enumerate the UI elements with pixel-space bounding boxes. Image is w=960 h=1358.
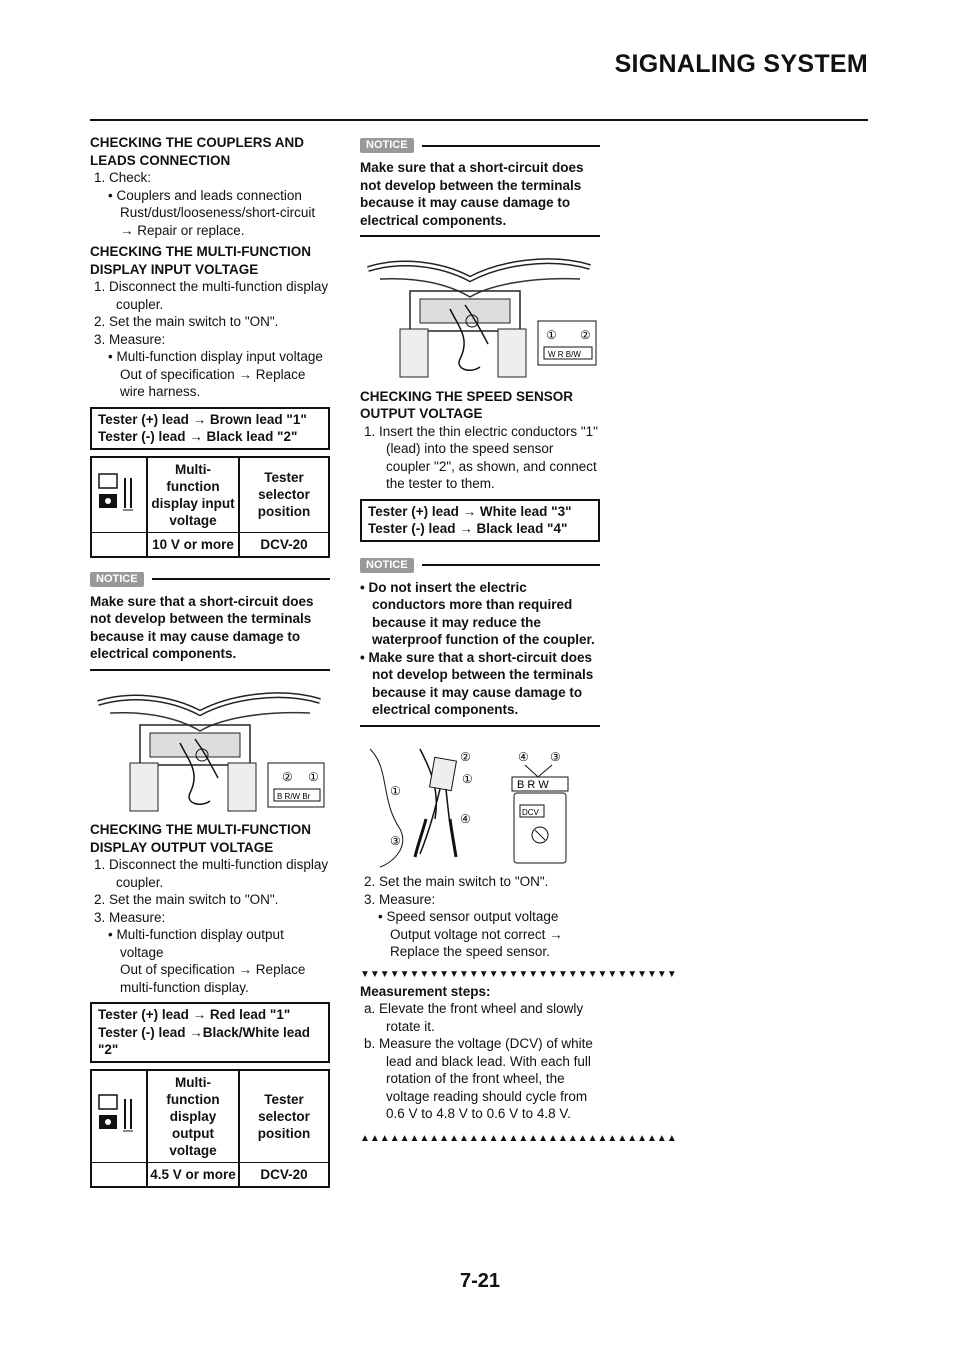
triangle-divider-up: ▲▲▲▲▲▲▲▲▲▲▲▲▲▲▲▲▲▲▲▲▲▲▲▲▲▲▲▲▲▲▲▲ xyxy=(360,1132,677,1144)
step-text: 1. Check: xyxy=(94,170,152,185)
fig-label: ② xyxy=(282,769,293,784)
fig-label: W R B/W xyxy=(548,350,581,359)
fig-label: ① xyxy=(390,783,401,798)
fig-label: ③ xyxy=(550,749,561,764)
bullet-detail: Out of specification → Replace multi-function display. xyxy=(120,962,306,995)
notice-text: Make sure that a short-circuit does not develop between the terminals because it may cause damage to electrical components. xyxy=(90,593,330,671)
bullet-detail: → Repair or replace. xyxy=(120,222,245,238)
fig-label: ① xyxy=(308,769,319,784)
step-text: 1. Insert the thin electric conductors "1" (lead) into the speed sensor coupler "2", as shown, and connect the tester to them. xyxy=(364,423,598,491)
step-text: 3. Measure: xyxy=(94,331,166,347)
notice-badge: NOTICE xyxy=(360,558,414,573)
step-text: 2. Set the main switch to "ON". xyxy=(364,874,549,889)
step-text: 2. Set the main switch to "ON". xyxy=(94,314,279,329)
left-column xyxy=(90,130,330,1188)
table-cell: 4.5 V or more xyxy=(147,1162,239,1187)
fig-label: ① xyxy=(462,771,473,786)
page-number: 7-21 xyxy=(459,1270,501,1292)
tester-lead-line: Tester (+) lead → Brown lead "1" xyxy=(98,411,307,427)
speed-sensor-illustration xyxy=(360,739,600,874)
table-header-cell: Tester selector position xyxy=(239,457,329,533)
notice-bullet: • Make sure that a short-circuit does not develop between the terminals because it may cause damage to electrical components. xyxy=(360,649,594,717)
right-column xyxy=(360,130,677,1145)
table-header-cell: Multi-function display output voltage xyxy=(147,1070,239,1163)
notice-bullet: • Do not insert the electric conductors more than required because it may reduce the waterproof function of the coupler. xyxy=(360,579,595,647)
tester-lead-line: Tester (+) lead → White lead "3" xyxy=(368,503,572,519)
bullet-text: • Multi-function display output voltage xyxy=(108,927,284,960)
notice-header xyxy=(360,558,600,573)
step-text: 3. Measure: xyxy=(94,909,166,925)
table-cell: DCV-20 xyxy=(239,532,329,557)
bullet-detail: Output voltage not correct → Replace the speed sensor. xyxy=(390,926,563,959)
fig-label: ③ xyxy=(390,833,401,848)
section-title-couplers: CHECKING THE COUPLERS AND LEADS CONNECTION xyxy=(90,135,305,168)
spec-table xyxy=(90,1069,330,1188)
tester-lead-box xyxy=(90,1002,330,1063)
notice-text: Make sure that a short-circuit does not develop between the terminals because it may cause damage to electrical components. xyxy=(360,159,600,237)
notice-badge: NOTICE xyxy=(360,138,414,153)
notice-header xyxy=(90,572,330,587)
step-text: 3. Measure: xyxy=(364,891,436,907)
tester-lead-line: Tester (-) lead → Black lead "2" xyxy=(98,429,298,444)
section-title-input-voltage: CHECKING THE MULTI-FUNCTION DISPLAY INPUT VOLTAGE xyxy=(90,244,311,277)
fig-label: ① xyxy=(546,328,557,342)
step-text: b. Measure the voltage (DCV) of white lead and black lead. With each full rotation of the front wheel, the voltage reading should cycle from 0.6 V to 4.8 V to 0.6 V to 4.8 V. xyxy=(364,1036,593,1121)
step-text: 2. Set the main switch to "ON". xyxy=(94,892,279,907)
multimeter-icon xyxy=(91,457,147,533)
fig-label: B R/W Br xyxy=(277,791,311,801)
table-cell: DCV-20 xyxy=(239,1162,329,1187)
notice-header xyxy=(360,138,600,153)
table-header-cell: Tester selector position xyxy=(239,1070,329,1163)
title-rule xyxy=(90,119,868,121)
step-text: a. Elevate the front wheel and slowly rotate it. xyxy=(364,1001,584,1034)
page-title: SIGNALING SYSTEM xyxy=(614,50,868,78)
tester-lead-box xyxy=(90,407,330,450)
fig-label: ④ xyxy=(460,811,471,826)
fig-label: B R W xyxy=(517,778,549,791)
fig-label: ④ xyxy=(518,749,529,764)
fig-label: ② xyxy=(460,749,471,764)
table-header-cell: Multi-function display input voltage xyxy=(147,457,239,533)
tester-lead-line: Tester (+) lead → Red lead "1" xyxy=(98,1007,291,1022)
tester-lead-box xyxy=(360,499,600,542)
tester-lead-line: Tester (-) lead → Black lead "4" xyxy=(368,521,568,536)
handlebar-illustration xyxy=(360,249,600,384)
measurement-steps-title: Measurement steps: xyxy=(360,983,491,999)
bullet-text: • Multi-function display input voltage xyxy=(108,349,323,364)
fig-label: DCV xyxy=(522,807,539,817)
bullet-detail: Out of specification → Replace wire harness. xyxy=(120,366,306,399)
notice-text xyxy=(360,579,600,727)
bullet-text: • Couplers and leads connection xyxy=(108,187,302,203)
step-text: 1. Disconnect the multi-function display coupler. xyxy=(94,279,329,312)
triangle-divider-down: ▼▼▼▼▼▼▼▼▼▼▼▼▼▼▼▼▼▼▼▼▼▼▼▼▼▼▼▼▼▼▼▼ xyxy=(360,968,677,980)
fig-label: ② xyxy=(580,328,591,342)
section-title-speed-sensor: CHECKING THE SPEED SENSOR OUTPUT VOLTAGE xyxy=(360,388,574,421)
handlebar-illustration xyxy=(90,683,330,818)
multimeter-icon xyxy=(91,1070,147,1163)
tester-lead-line: Tester (-) lead →Black/White lead "2" xyxy=(98,1024,311,1057)
notice-badge: NOTICE xyxy=(90,572,144,587)
bullet-text: • Speed sensor output voltage xyxy=(378,909,559,924)
step-text: 1. Disconnect the multi-function display coupler. xyxy=(94,857,329,890)
section-title-output-voltage: CHECKING THE MULTI-FUNCTION DISPLAY OUTPUT VOLTAGE xyxy=(90,822,311,855)
table-cell: 10 V or more xyxy=(147,532,239,557)
bullet-detail: Rust/dust/looseness/short-circuit xyxy=(120,205,316,220)
spec-table xyxy=(90,456,330,558)
